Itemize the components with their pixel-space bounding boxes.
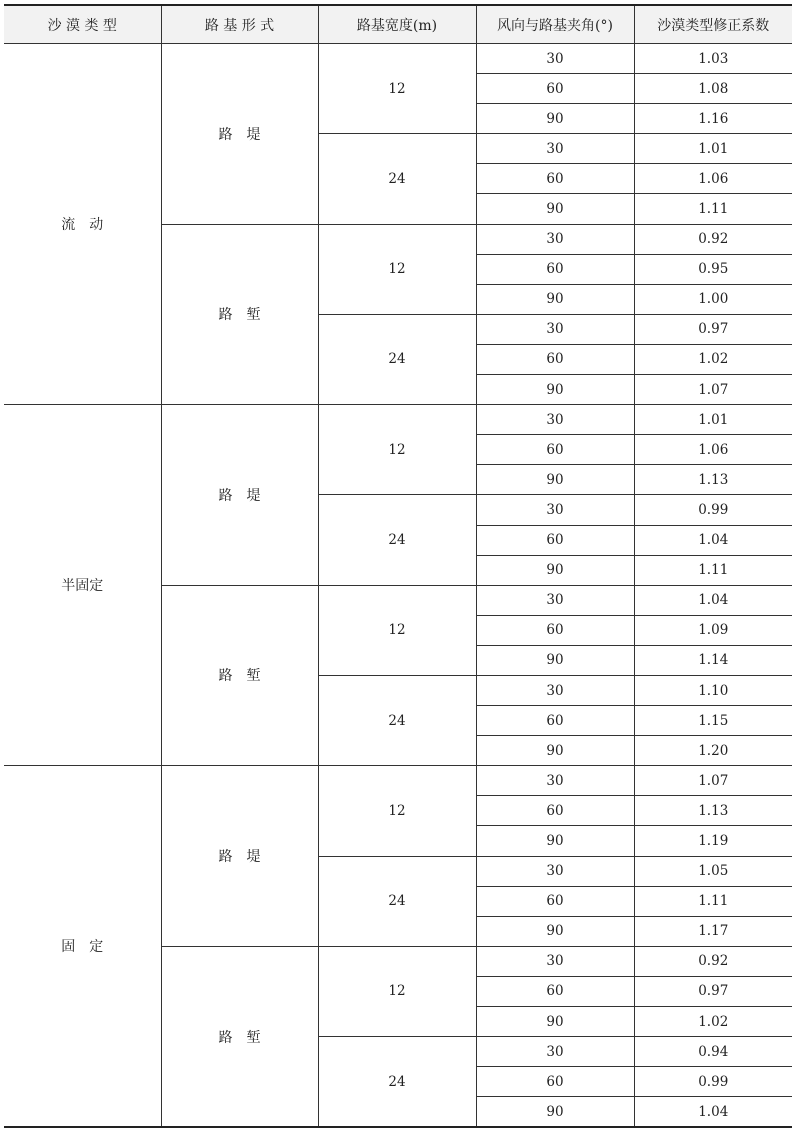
correction-coefficient-cell: 1.07	[634, 766, 792, 796]
correction-coefficient-cell: 0.97	[634, 314, 792, 344]
wind-angle-cell: 90	[476, 826, 634, 856]
wind-angle-cell: 30	[476, 585, 634, 615]
subgrade-width-cell: 12	[318, 224, 476, 314]
wind-angle-cell: 90	[476, 1007, 634, 1037]
wind-angle-cell: 60	[476, 615, 634, 645]
wind-angle-cell: 30	[476, 134, 634, 164]
wind-angle-cell: 60	[476, 164, 634, 194]
wind-angle-cell: 30	[476, 224, 634, 254]
table-row	[4, 44, 792, 74]
correction-coefficient-cell: 1.16	[634, 104, 792, 134]
table-row	[4, 766, 792, 796]
wind-angle-cell: 60	[476, 525, 634, 555]
wind-angle-cell: 90	[476, 916, 634, 946]
correction-coefficient-cell: 1.13	[634, 465, 792, 495]
wind-angle-cell: 30	[476, 314, 634, 344]
wind-angle-cell: 60	[476, 706, 634, 736]
correction-coefficient-cell: 1.17	[634, 916, 792, 946]
table-body	[4, 44, 792, 1128]
correction-coefficient-cell: 1.13	[634, 796, 792, 826]
wind-angle-cell: 30	[476, 405, 634, 435]
correction-coefficient-cell: 1.14	[634, 645, 792, 675]
subgrade-width-cell: 24	[318, 134, 476, 224]
correction-coefficient-cell: 1.04	[634, 525, 792, 555]
wind-angle-cell: 30	[476, 44, 634, 74]
correction-coefficient-cell: 0.97	[634, 976, 792, 1006]
subgrade-width-cell: 24	[318, 314, 476, 404]
wind-angle-cell: 90	[476, 645, 634, 675]
correction-coefficient-cell: 1.01	[634, 134, 792, 164]
correction-coefficient-cell: 1.19	[634, 826, 792, 856]
subgrade-width-cell: 24	[318, 675, 476, 765]
correction-coefficient-cell: 1.11	[634, 886, 792, 916]
desert-type-cell: 流 动	[4, 44, 161, 405]
correction-coefficient-cell: 0.95	[634, 254, 792, 284]
correction-coefficient-cell: 1.08	[634, 74, 792, 104]
correction-coefficient-cell: 1.15	[634, 706, 792, 736]
wind-angle-cell: 30	[476, 766, 634, 796]
correction-coefficient-cell: 1.04	[634, 585, 792, 615]
header-subgrade-form: 路 基 形 式	[161, 5, 318, 44]
wind-angle-cell: 90	[476, 465, 634, 495]
subgrade-form-cell: 路 堑	[161, 585, 318, 766]
subgrade-width-cell: 12	[318, 44, 476, 134]
correction-coefficient-cell: 1.00	[634, 284, 792, 314]
desert-type-cell: 固 定	[4, 766, 161, 1128]
wind-angle-cell: 60	[476, 1067, 634, 1097]
wind-angle-cell: 90	[476, 375, 634, 405]
wind-angle-cell: 90	[476, 284, 634, 314]
subgrade-width-cell: 12	[318, 766, 476, 856]
wind-angle-cell: 90	[476, 194, 634, 224]
subgrade-width-cell: 12	[318, 946, 476, 1036]
wind-angle-cell: 30	[476, 1037, 634, 1067]
correction-coefficient-cell: 1.03	[634, 44, 792, 74]
wind-angle-cell: 30	[476, 856, 634, 886]
correction-coefficient-cell: 0.99	[634, 495, 792, 525]
header-row	[4, 5, 792, 44]
wind-angle-cell: 60	[476, 344, 634, 374]
wind-angle-cell: 60	[476, 74, 634, 104]
correction-coefficient-cell: 1.06	[634, 164, 792, 194]
correction-coefficient-cell: 1.11	[634, 555, 792, 585]
wind-angle-cell: 90	[476, 555, 634, 585]
subgrade-width-cell: 12	[318, 585, 476, 675]
correction-coefficient-cell: 0.99	[634, 1067, 792, 1097]
correction-coefficient-cell: 1.04	[634, 1097, 792, 1128]
subgrade-form-cell: 路 堤	[161, 44, 318, 225]
wind-angle-cell: 90	[476, 1097, 634, 1128]
subgrade-form-cell: 路 堤	[161, 766, 318, 947]
wind-angle-cell: 30	[476, 495, 634, 525]
desert-type-cell: 半固定	[4, 405, 161, 766]
correction-coefficient-cell: 1.05	[634, 856, 792, 886]
coefficient-table	[4, 4, 792, 1128]
wind-angle-cell: 60	[476, 435, 634, 465]
subgrade-form-cell: 路 堑	[161, 946, 318, 1127]
wind-angle-cell: 90	[476, 104, 634, 134]
header-subgrade-width: 路基宽度(m)	[318, 5, 476, 44]
correction-coefficient-cell: 1.07	[634, 375, 792, 405]
wind-angle-cell: 60	[476, 796, 634, 826]
wind-angle-cell: 30	[476, 946, 634, 976]
correction-coefficient-cell: 1.20	[634, 736, 792, 766]
wind-angle-cell: 90	[476, 736, 634, 766]
table-header	[4, 5, 792, 44]
subgrade-width-cell: 12	[318, 405, 476, 495]
table-row	[4, 405, 792, 435]
correction-coefficient-cell: 0.94	[634, 1037, 792, 1067]
correction-coefficient-cell: 1.06	[634, 435, 792, 465]
correction-coefficient-cell: 1.02	[634, 344, 792, 374]
correction-coefficient-cell: 1.09	[634, 615, 792, 645]
subgrade-width-cell: 24	[318, 495, 476, 585]
correction-coefficient-cell: 0.92	[634, 946, 792, 976]
header-correction-coefficient: 沙漠类型修正系数	[634, 5, 792, 44]
header-wind-angle: 风向与路基夹角(°)	[476, 5, 634, 44]
wind-angle-cell: 60	[476, 976, 634, 1006]
wind-angle-cell: 30	[476, 675, 634, 705]
correction-coefficient-cell: 1.02	[634, 1007, 792, 1037]
subgrade-form-cell: 路 堤	[161, 405, 318, 586]
wind-angle-cell: 60	[476, 886, 634, 916]
correction-coefficient-cell: 1.11	[634, 194, 792, 224]
correction-coefficient-cell: 0.92	[634, 224, 792, 254]
header-desert-type: 沙 漠 类 型	[4, 5, 161, 44]
subgrade-width-cell: 24	[318, 856, 476, 946]
correction-coefficient-cell: 1.01	[634, 405, 792, 435]
subgrade-width-cell: 24	[318, 1037, 476, 1128]
wind-angle-cell: 60	[476, 254, 634, 284]
correction-coefficient-cell: 1.10	[634, 675, 792, 705]
subgrade-form-cell: 路 堑	[161, 224, 318, 405]
